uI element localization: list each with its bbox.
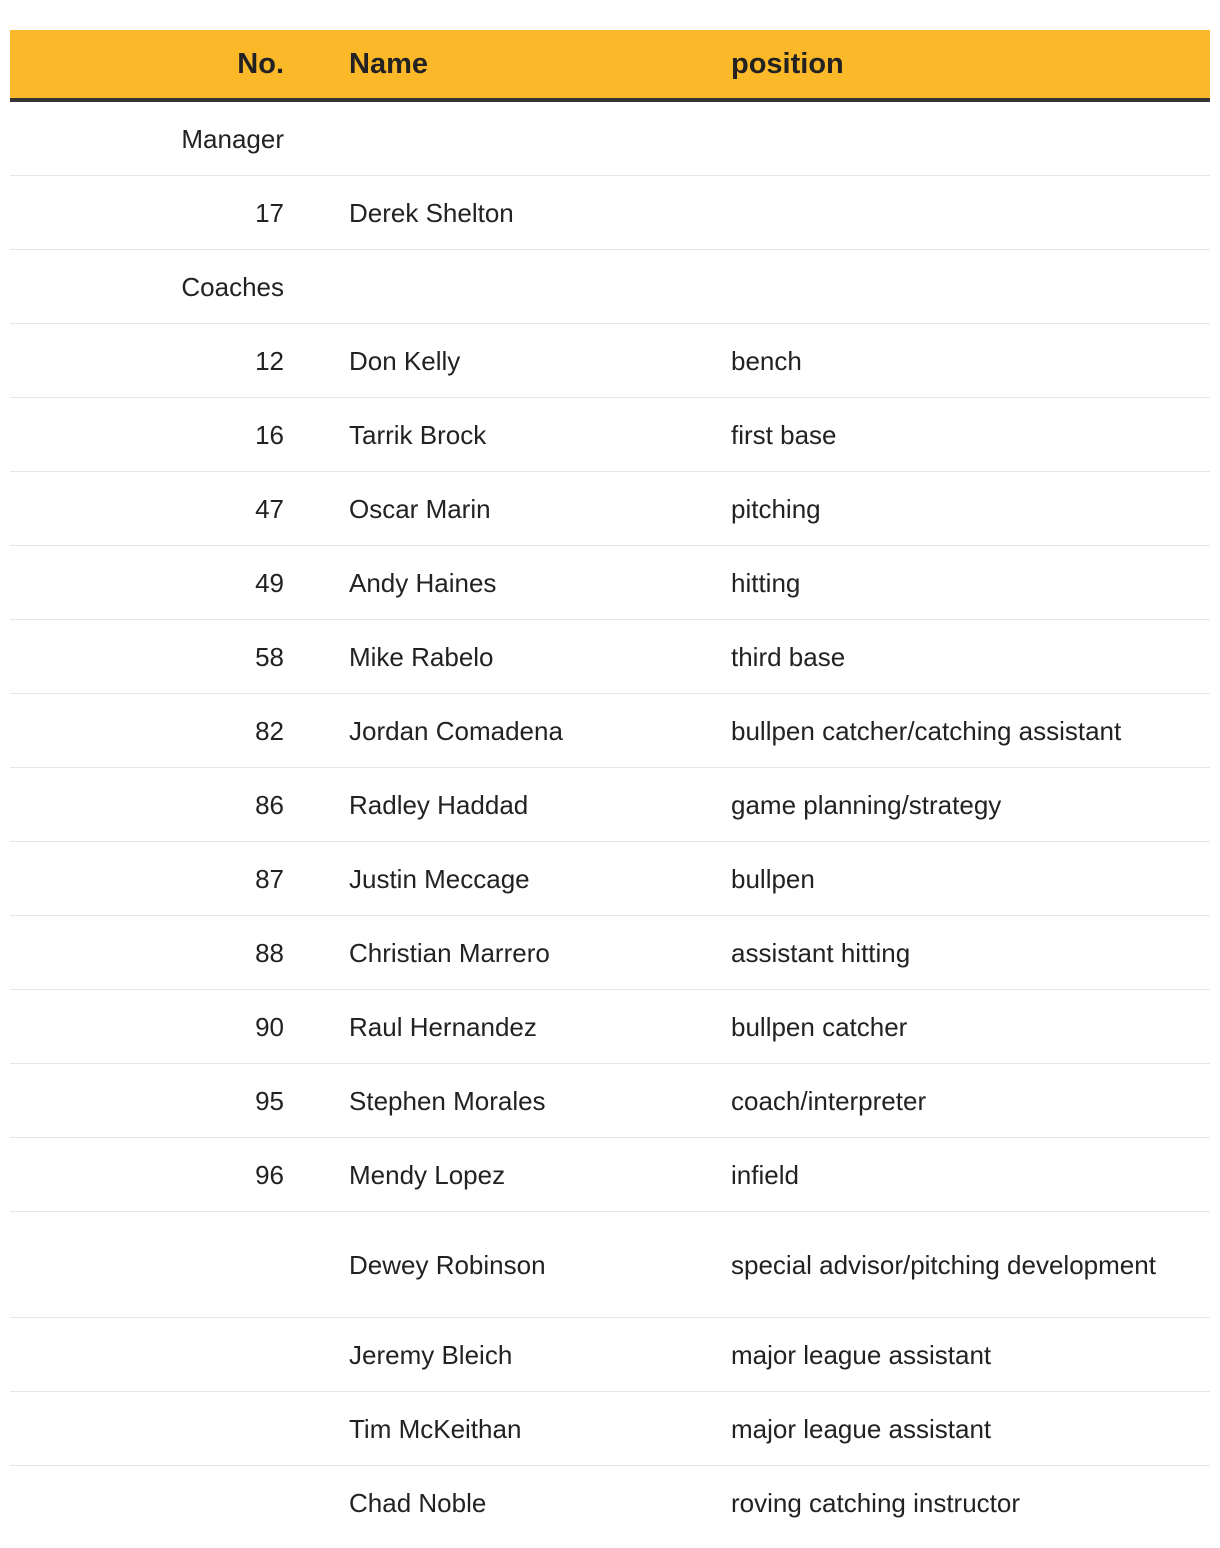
cell-name: Raul Hernandez xyxy=(308,990,690,1064)
cell-name: Mendy Lopez xyxy=(308,1138,690,1212)
cell-no: 86 xyxy=(10,768,308,842)
table-row xyxy=(10,694,1210,768)
cell-position: pitching xyxy=(690,472,1210,546)
table-row xyxy=(10,398,1210,472)
table-row xyxy=(10,620,1210,694)
cell-position: bullpen xyxy=(690,842,1210,916)
cell-position: bullpen catcher xyxy=(690,990,1210,1064)
cell-name: Jeremy Bleich xyxy=(308,1318,690,1392)
cell-name: Andy Haines xyxy=(308,546,690,620)
cell-name: Christian Marrero xyxy=(308,916,690,990)
cell-no: 87 xyxy=(10,842,308,916)
cell-no xyxy=(10,1392,308,1466)
table-row xyxy=(10,768,1210,842)
cell-no: Manager xyxy=(10,100,308,176)
table-row xyxy=(10,1318,1210,1392)
table-row xyxy=(10,1466,1210,1540)
table-row xyxy=(10,1064,1210,1138)
table-row xyxy=(10,916,1210,990)
cell-position: bullpen catcher/catching assistant xyxy=(690,694,1210,768)
table-row xyxy=(10,990,1210,1064)
cell-no: 88 xyxy=(10,916,308,990)
cell-no: 82 xyxy=(10,694,308,768)
header-position[interactable]: position xyxy=(690,30,1210,100)
cell-position: game planning/strategy xyxy=(690,768,1210,842)
cell-no: 17 xyxy=(10,176,308,250)
cell-no: 49 xyxy=(10,546,308,620)
header-name[interactable]: Name xyxy=(308,30,690,100)
cell-no: 47 xyxy=(10,472,308,546)
cell-name: Stephen Morales xyxy=(308,1064,690,1138)
cell-name: Tarrik Brock xyxy=(308,398,690,472)
cell-name: Jordan Comadena xyxy=(308,694,690,768)
cell-position xyxy=(690,176,1210,250)
table-row xyxy=(10,176,1210,250)
table-body xyxy=(10,100,1210,1539)
cell-no: 90 xyxy=(10,990,308,1064)
cell-position: major league assistant xyxy=(690,1392,1210,1466)
table-row xyxy=(10,100,1210,176)
cell-no: 95 xyxy=(10,1064,308,1138)
cell-no xyxy=(10,1318,308,1392)
cell-no xyxy=(10,1466,308,1540)
cell-position: roving catching instructor xyxy=(731,1487,1021,1518)
cell-name: Chad Noble xyxy=(349,1487,487,1518)
table-row xyxy=(10,250,1210,324)
cell-no: 96 xyxy=(10,1138,308,1212)
coaching-staff-table xyxy=(10,30,1210,1539)
cell-position: special advisor/pitching development xyxy=(690,1212,1210,1318)
cell-position: assistant hitting xyxy=(690,916,1210,990)
cell-position xyxy=(690,100,1210,176)
cell-name: Tim McKeithan xyxy=(308,1392,690,1466)
table-row xyxy=(10,546,1210,620)
cell-name: Justin Meccage xyxy=(308,842,690,916)
cell-name: Mike Rabelo xyxy=(308,620,690,694)
table-row xyxy=(10,1138,1210,1212)
cell-name: Oscar Marin xyxy=(308,472,690,546)
cell-position: third base xyxy=(690,620,1210,694)
cell-position: hitting xyxy=(690,546,1210,620)
header-row xyxy=(10,30,1210,100)
cell-position: major league assistant xyxy=(690,1318,1210,1392)
cell-name: Derek Shelton xyxy=(308,176,690,250)
table-row xyxy=(10,324,1210,398)
cell-position: infield xyxy=(690,1138,1210,1212)
cell-name xyxy=(308,250,690,324)
cell-name xyxy=(308,100,690,176)
table-row xyxy=(10,472,1210,546)
cell-name: Don Kelly xyxy=(308,324,690,398)
cell-no: 16 xyxy=(10,398,308,472)
coaching-staff-table-container xyxy=(10,30,1210,1539)
table-row xyxy=(10,1212,1210,1318)
header-no[interactable]: No. xyxy=(10,30,308,100)
cell-name: Radley Haddad xyxy=(308,768,690,842)
cell-no: 58 xyxy=(10,620,308,694)
table-header xyxy=(10,30,1210,100)
table-row xyxy=(10,842,1210,916)
cell-no: Coaches xyxy=(10,250,308,324)
cell-position: first base xyxy=(690,398,1210,472)
cell-no: 12 xyxy=(10,324,308,398)
cell-position xyxy=(690,250,1210,324)
cell-no xyxy=(10,1212,308,1318)
table-row xyxy=(10,1392,1210,1466)
cell-name: Dewey Robinson xyxy=(308,1212,690,1318)
cell-position: bench xyxy=(690,324,1210,398)
cell-position: coach/interpreter xyxy=(690,1064,1210,1138)
